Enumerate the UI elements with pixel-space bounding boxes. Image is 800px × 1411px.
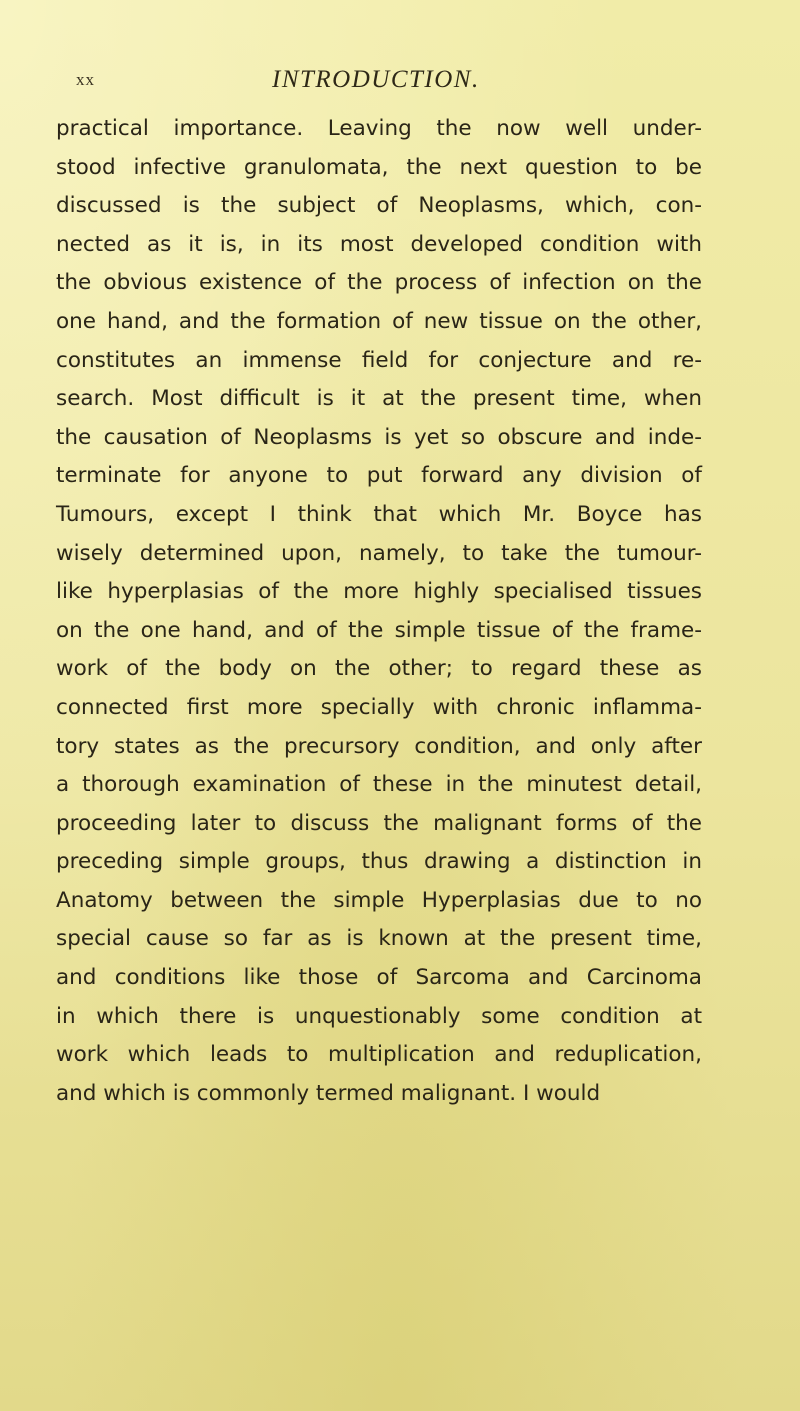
text-line: one hand, and the formation of new tissue on the other, (56, 308, 702, 334)
body-paragraph (56, 110, 706, 1113)
text-line: search. Most difficult is it at the present time, when (56, 386, 702, 412)
text-line: work which leads to multiplication and reduplication, (56, 1042, 702, 1068)
text-line: and which is commonly termed malignant. I would (56, 1080, 601, 1106)
text-line: discussed is the subject of Neoplasms, which, con- (56, 193, 702, 219)
text-line: tory states as the precursory condition, and only after (56, 733, 702, 759)
text-line: connected first more specially with chronic inflamma- (56, 694, 702, 720)
text-line: practical importance. Leaving the now well under- (56, 116, 702, 141)
text-line: like hyperplasias of the more highly specialised tissues (56, 579, 702, 605)
text-line: the causation of Neoplasms is yet so obscure and inde- (56, 424, 702, 450)
text-line: proceeding later to discuss the malignant forms of the (56, 810, 702, 836)
text-line: special cause so far as is known at the present time, (56, 926, 702, 952)
page-number: xx (76, 70, 95, 89)
text-line: on the one hand, and of the simple tissue of the frame- (56, 617, 702, 643)
text-line: stood infective granulomata, the next question to be (56, 154, 702, 180)
running-title: INTRODUCTION. (272, 66, 480, 93)
text-line: constitutes an immense field for conjecture and re- (56, 347, 702, 373)
text-line: in which there is unquestionably some condition at (56, 1003, 702, 1029)
text-line: terminate for anyone to put forward any division of (56, 463, 702, 489)
text-line: the obvious existence of the process of infection on the (56, 270, 702, 296)
text-line: Tumours, except I think that which Mr. Boyce has (56, 501, 702, 527)
running-head (0, 66, 800, 96)
text-line: a thorough examination of these in the minutest detail, (56, 772, 702, 798)
text-line: and conditions like those of Sarcoma and Carcinoma (56, 965, 702, 991)
text-line: preceding simple groups, thus drawing a distinction in (56, 849, 702, 875)
text-line: Anatomy between the simple Hyperplasias due to no (56, 887, 702, 913)
text-line: wisely determined upon, namely, to take the tumour- (56, 540, 702, 566)
text-line: work of the body on the other; to regard these as (56, 656, 702, 682)
text-line: nected as it is, in its most developed condition with (56, 231, 702, 257)
